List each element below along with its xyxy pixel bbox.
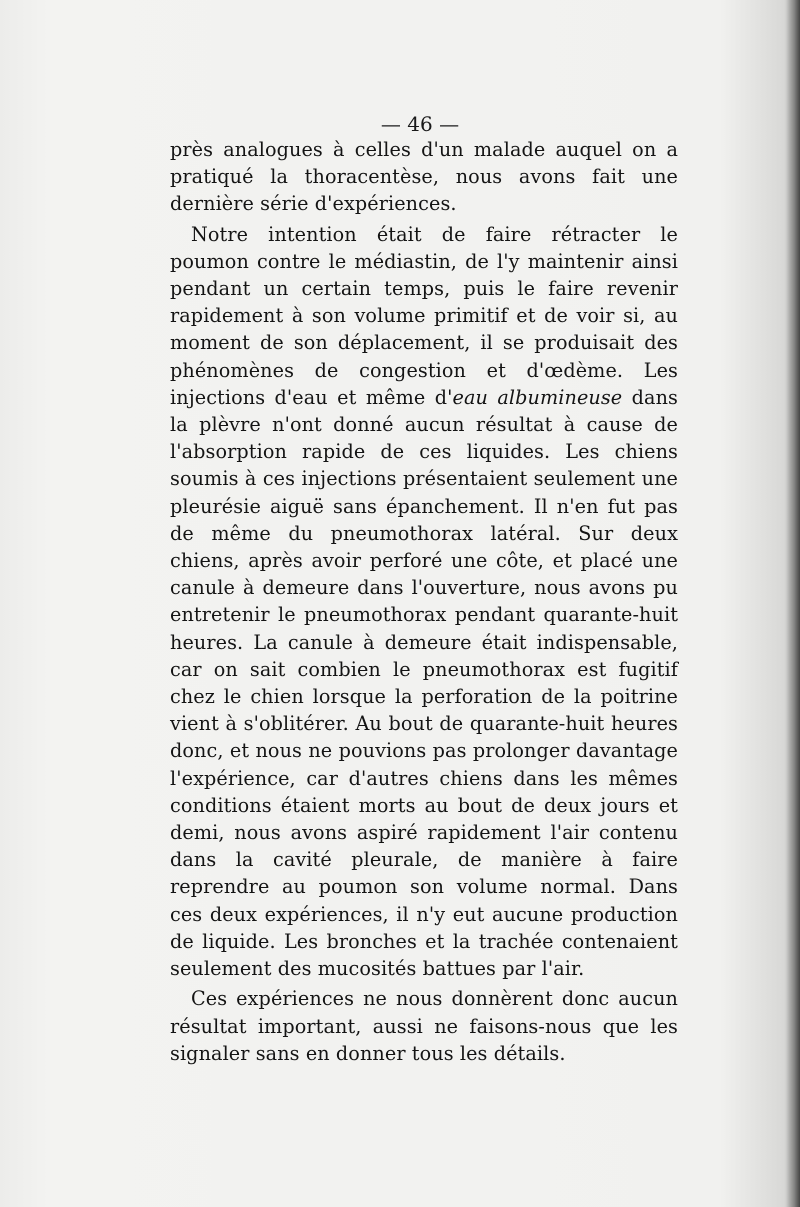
page-edge-shadow <box>786 0 800 1207</box>
paragraph-2-text-start: Notre intention était de faire rétracter le poumon contre le médiastin, de l'y maintenir ainsi pendant un certain temps, puis le faire revenir rapidement à son volume primitif et de voir si, au moment de son déplacement, il se produisait des phénomènes de congestion et d'œdème. Les injections d'eau et même d' <box>170 222 678 409</box>
paragraph-1-text: près analogues à celles d'un malade auquel on a pratiqué la thoracentèse, nous avons fait une dernière série d'expériences. <box>170 138 678 216</box>
body-text <box>170 136 678 1067</box>
page-number: — 46 — <box>380 112 460 136</box>
paragraph-3 <box>170 985 678 1067</box>
paragraph-2 <box>170 221 678 983</box>
italic-term: eau albumineuse <box>452 385 623 409</box>
paragraph-1 <box>170 136 678 218</box>
paragraph-2-text-end: dans la plèvre n'ont donné aucun résultat à cause de l'absorption rapide de ces liquides. Les chiens soumis à ces injections présentaient seulement une pleurésie aiguë sans épanchement. Il n'en fut pas de même du pneumothorax latéral. Sur deux chiens, après avoir perforé une côte, et placé une canule à demeure dans l'ouverture, nous avons pu entretenir le pneumothorax pendant quarante-huit heures. La canule à demeure était indispensable, car on sait combien le pneumothorax est fugitif chez le chien lorsque la perforation de la poitrine vient à s'oblitérer. Au bout de quarante-huit heures donc, et nous ne pouvions pas prolonger davantage l'expérience, car d'autres chiens dans les mêmes conditions étaient morts au bout de deux jours et demi, nous avons aspiré rapidement l'air contenu dans la cavité pleurale, de manière à faire reprendre au poumon son volume normal. Dans ces deux expériences, il n'y eut aucune production de liquide. Les bronches et la trachée contenaient seulement des mucosités battues par l'air. <box>170 385 678 981</box>
paragraph-3-text: Ces expériences ne nous donnèrent donc aucun résultat important, aussi ne faisons-nous que les signaler sans en donner tous les détails. <box>170 987 678 1065</box>
